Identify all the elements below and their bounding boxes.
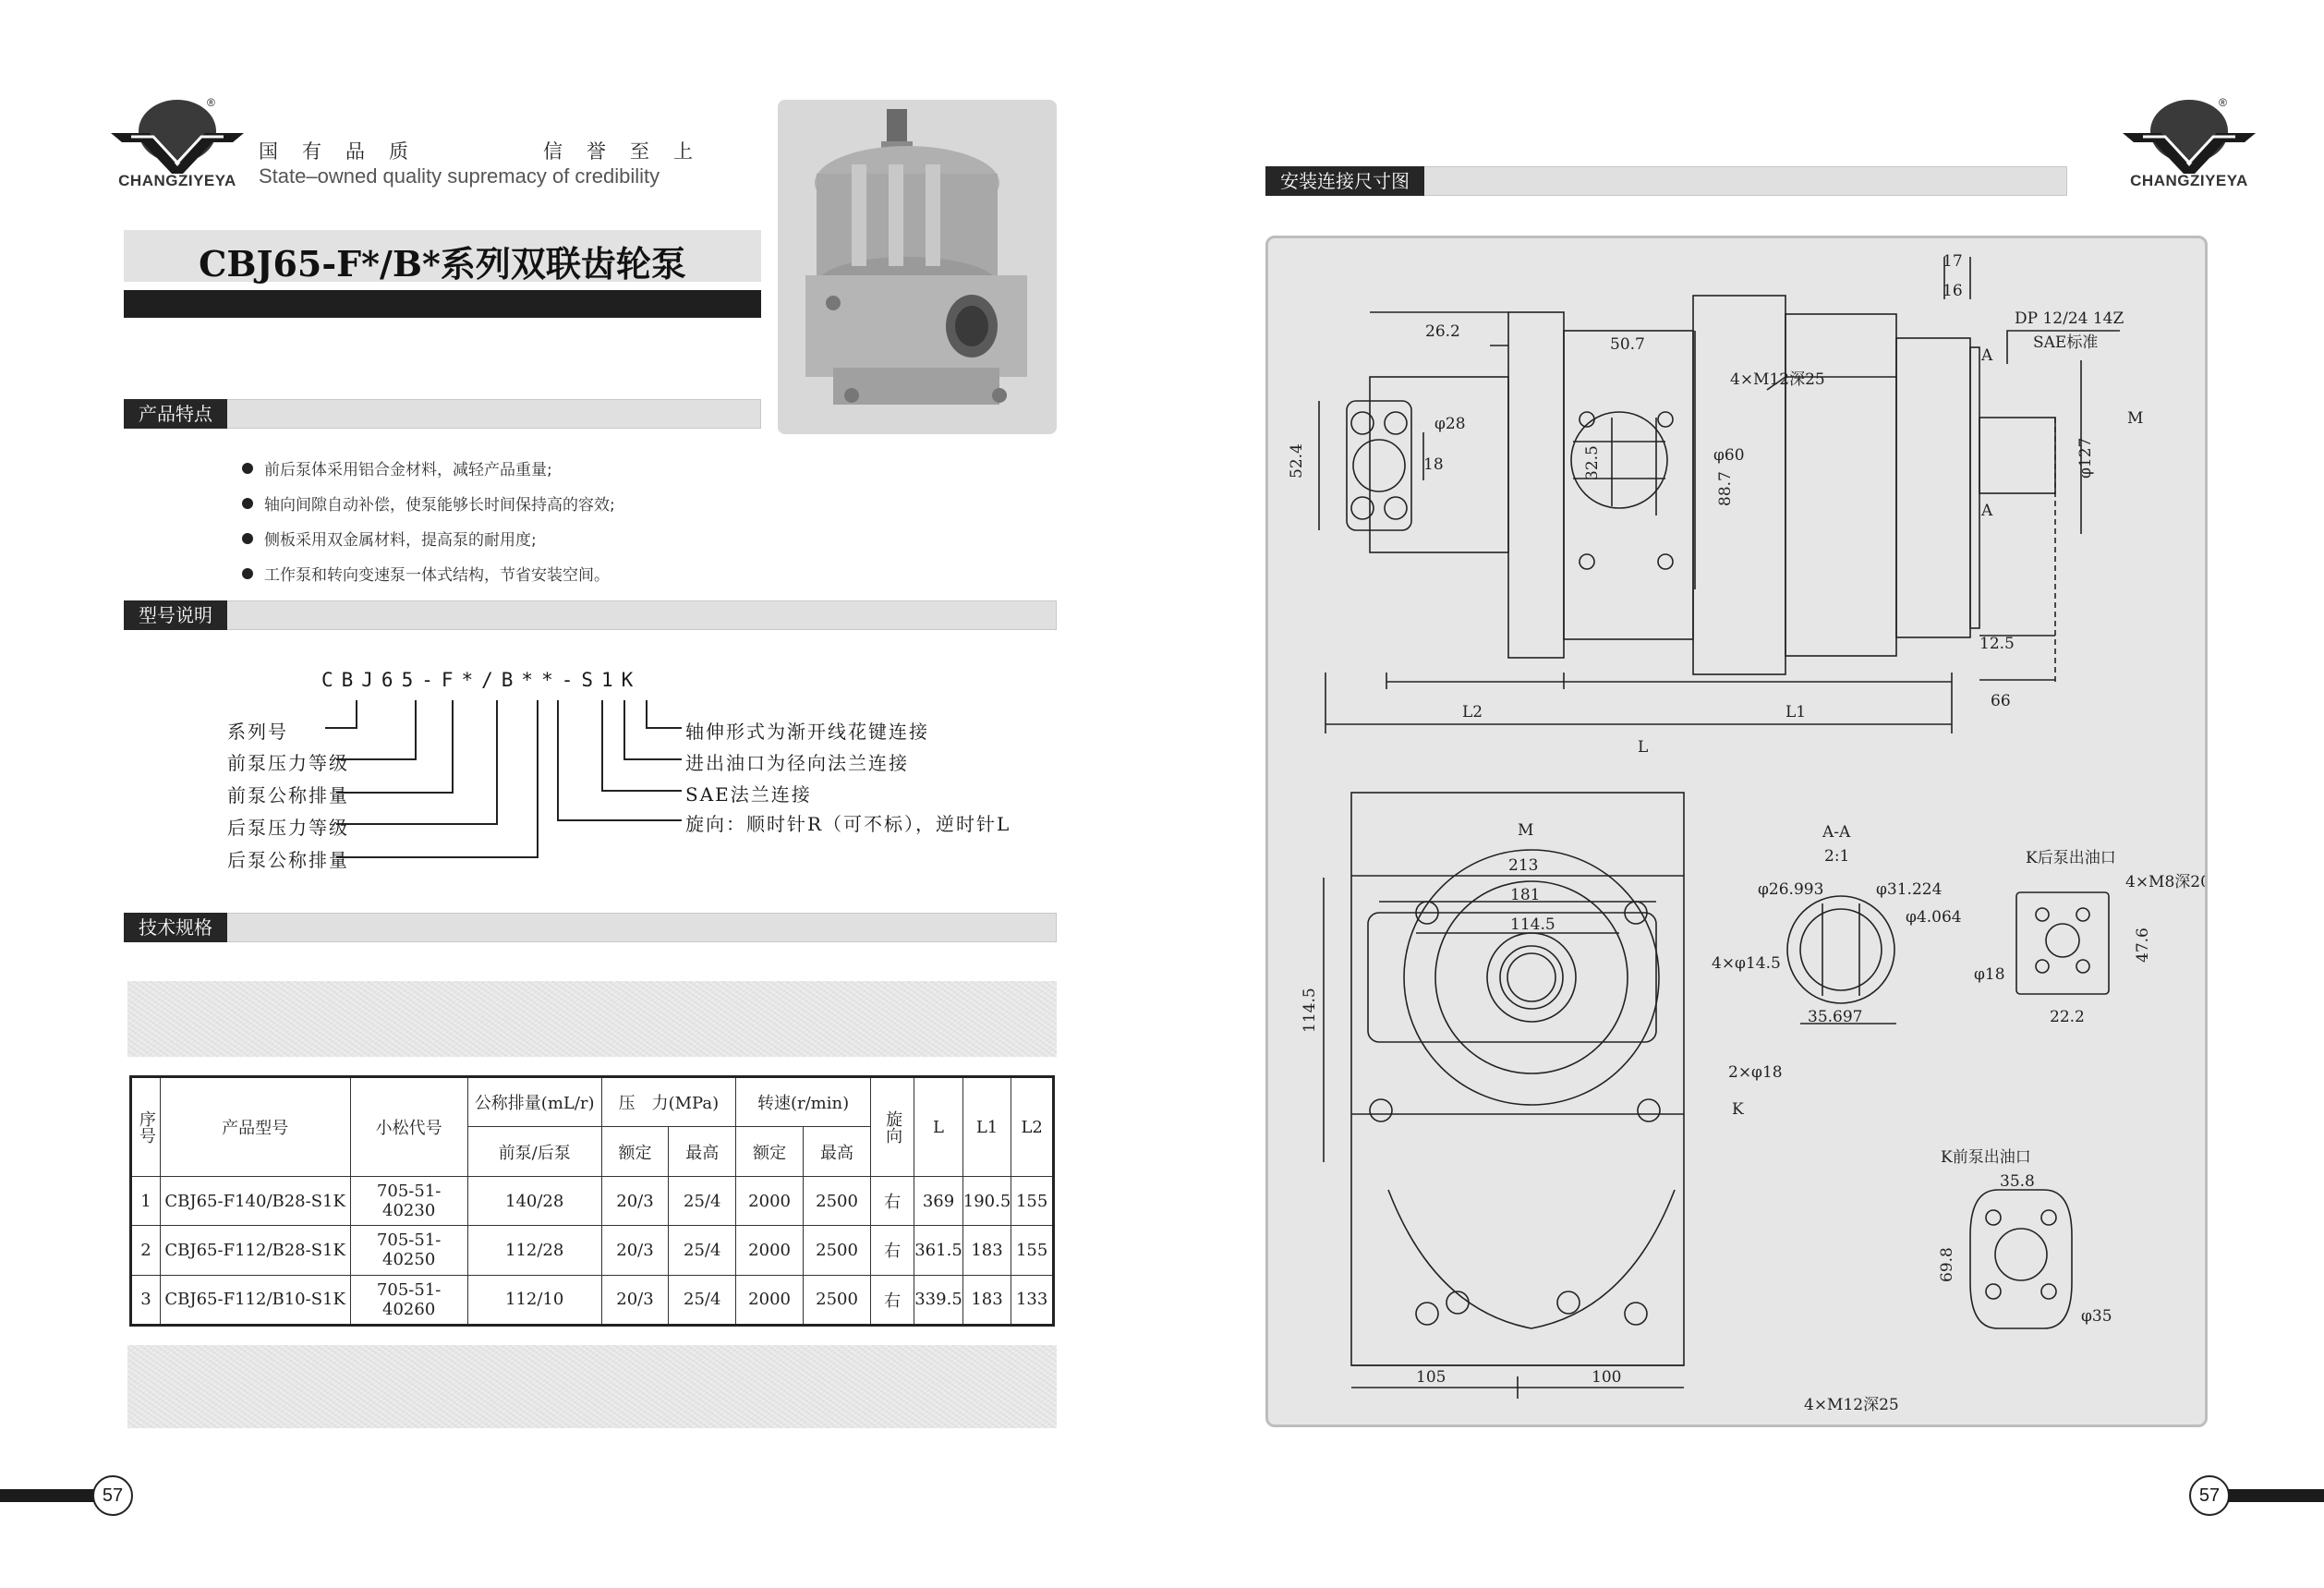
svg-text:50.7: 50.7 — [1610, 335, 1645, 354]
model-label-rotation: 旋向：顺时针R（可不标），逆时针L — [685, 813, 1011, 835]
svg-text:4×M8深20: 4×M8深20 — [2125, 873, 2205, 891]
svg-text:114.5: 114.5 — [1510, 915, 1555, 934]
svg-text:4×φ14.5: 4×φ14.5 — [1712, 954, 1781, 973]
svg-text:φ127: φ127 — [2076, 437, 2095, 479]
th-L1: L1 — [962, 1077, 1011, 1177]
svg-text:φ31.224: φ31.224 — [1876, 880, 1943, 899]
feature-item-4: 工作泵和转向变速泵一体式结构，节省安装空间。 — [242, 562, 610, 585]
svg-text:SAE标准: SAE标准 — [2033, 333, 2099, 352]
brand-name: CHANGZIYEYA — [118, 172, 236, 189]
model-label-shaft: 轴伸形式为渐开线花键连接 — [685, 721, 929, 743]
model-label-front-displacement: 前泵公称排量 — [227, 784, 349, 806]
svg-text:φ28: φ28 — [1434, 415, 1466, 433]
svg-text:105: 105 — [1416, 1368, 1446, 1387]
svg-text:35.697: 35.697 — [1808, 1008, 1863, 1026]
th-pressure-rated: 额定 — [601, 1127, 669, 1177]
page-bar-left — [0, 1489, 96, 1502]
svg-text:K前泵出油口: K前泵出油口 — [1941, 1148, 2031, 1167]
section-label-model: 型号说明 — [124, 600, 227, 630]
th-speed-rated: 额定 — [736, 1127, 804, 1177]
table-band-top — [127, 981, 1057, 1057]
th-displacement: 公称排量(mL/r) — [467, 1077, 601, 1127]
model-label-series: 系列号 — [227, 721, 288, 743]
installation-drawing — [1265, 236, 2208, 1427]
feature-item-3: 侧板采用双金属材料，提高泵的耐用度; — [242, 527, 537, 550]
svg-text:2:1: 2:1 — [1824, 847, 1850, 866]
th-pressure: 压 力(MPa) — [601, 1077, 736, 1127]
slogan-cn-right: 信誉至上 — [543, 140, 717, 163]
svg-text:L1: L1 — [1785, 703, 1807, 721]
svg-text:2×φ18: 2×φ18 — [1728, 1063, 1783, 1082]
th-model: 产品型号 — [160, 1077, 350, 1177]
table-band-bottom — [127, 1345, 1057, 1428]
table-row: 1 CBJ65-F140/B28-S1K 705-51-40230 140/28 20/3 25/4 2000 2500 右 369 190.5 155 — [131, 1177, 1054, 1226]
svg-text:4×M12深25: 4×M12深25 — [1804, 1396, 1899, 1414]
svg-text:L2: L2 — [1462, 703, 1483, 721]
svg-text:213: 213 — [1508, 856, 1539, 875]
svg-text:4×M12深25: 4×M12深25 — [1730, 370, 1825, 389]
section-label-specs: 技术规格 — [124, 913, 227, 942]
svg-text:φ4.064: φ4.064 — [1906, 908, 1962, 927]
feature-item-2: 轴向间隙自动补偿，使泵能够长时间保持高的容效; — [242, 491, 615, 515]
registered-mark: ® — [207, 96, 215, 109]
svg-text:52.4: 52.4 — [1288, 443, 1306, 479]
svg-text:φ18: φ18 — [1974, 965, 2005, 984]
svg-text:100: 100 — [1592, 1368, 1622, 1387]
model-label-rear-displacement: 后泵公称排量 — [227, 849, 349, 871]
svg-text:L: L — [1638, 738, 1649, 757]
svg-text:M: M — [1518, 821, 1534, 840]
svg-text:K: K — [1732, 1100, 1744, 1119]
th-pressure-max: 最高 — [669, 1127, 736, 1177]
feature-item-1: 前后泵体采用铝合金材料，减轻产品重量; — [242, 456, 552, 479]
svg-text:181: 181 — [1510, 886, 1541, 904]
th-seq: 序号 — [131, 1077, 161, 1177]
model-label-port: 进出油口为径向法兰连接 — [685, 752, 909, 774]
th-disp-sub: 前泵/后泵 — [467, 1127, 601, 1177]
svg-text:47.6: 47.6 — [2134, 927, 2152, 963]
svg-text:A: A — [1981, 346, 1993, 365]
th-L: L — [914, 1077, 963, 1177]
section-label-features: 产品特点 — [124, 399, 227, 429]
svg-text:32.5: 32.5 — [1583, 445, 1602, 480]
table-row: 3 CBJ65-F112/B10-S1K 705-51-40260 112/10 20/3 25/4 2000 2500 右 339.5 183 133 — [131, 1275, 1054, 1326]
registered-mark-right: ® — [2219, 96, 2227, 109]
svg-text:26.2: 26.2 — [1425, 322, 1460, 341]
th-speed-max: 最高 — [804, 1127, 871, 1177]
section-label-drawing: 安装连接尺寸图 — [1265, 166, 1424, 196]
slogan-en: State–owned quality supremacy of credibility — [259, 164, 660, 188]
svg-text:66: 66 — [1991, 692, 2011, 710]
svg-text:φ35: φ35 — [2081, 1307, 2112, 1326]
svg-text:18: 18 — [1423, 455, 1444, 474]
svg-text:M: M — [2127, 409, 2144, 428]
th-komatsu: 小松代号 — [350, 1077, 467, 1177]
svg-text:K后泵出油口: K后泵出油口 — [2026, 849, 2116, 867]
svg-text:12.5: 12.5 — [1979, 635, 2015, 653]
model-label-flange: SAE法兰连接 — [685, 783, 812, 806]
model-label-rear-pressure: 后泵压力等级 — [227, 817, 349, 839]
th-L2: L2 — [1011, 1077, 1054, 1177]
svg-text:35.8: 35.8 — [2000, 1172, 2035, 1191]
table-row: 2 CBJ65-F112/B28-S1K 705-51-40250 112/28 20/3 25/4 2000 2500 右 361.5 183 155 — [131, 1226, 1054, 1275]
th-speed: 转速(r/min) — [736, 1077, 871, 1127]
svg-text:φ26.993: φ26.993 — [1758, 880, 1824, 899]
svg-text:16: 16 — [1943, 282, 1963, 300]
svg-text:DP 12/24 14Z: DP 12/24 14Z — [2015, 309, 2124, 328]
page-number-right: 57 — [2189, 1475, 2230, 1516]
section-header-specs — [124, 913, 1057, 942]
model-label-front-pressure: 前泵压力等级 — [227, 752, 349, 774]
page-number-left: 57 — [92, 1475, 133, 1516]
page-title: CBJ65-F*/B*系列双联齿轮泵 — [199, 243, 686, 285]
svg-text:88.7: 88.7 — [1716, 471, 1735, 506]
spec-table — [129, 1075, 1055, 1327]
svg-text:φ60: φ60 — [1713, 446, 1745, 465]
svg-text:A-A: A-A — [1822, 823, 1851, 842]
brand-name-right: CHANGZIYEYA — [2130, 172, 2248, 189]
section-header-drawing — [1265, 166, 2067, 196]
brand-logo-right — [2115, 96, 2263, 198]
th-rotation: 旋向 — [871, 1077, 914, 1177]
svg-text:22.2: 22.2 — [2050, 1008, 2085, 1026]
page-bar-right — [2228, 1489, 2324, 1502]
svg-text:114.5: 114.5 — [1301, 988, 1319, 1033]
svg-text:17: 17 — [1943, 252, 1963, 271]
slogan-cn-left: 国有品质 — [259, 140, 432, 163]
model-code: CBJ65-F*/B**-S1K — [321, 669, 642, 691]
svg-text:69.8: 69.8 — [1938, 1247, 1956, 1282]
svg-text:A: A — [1981, 502, 1993, 520]
